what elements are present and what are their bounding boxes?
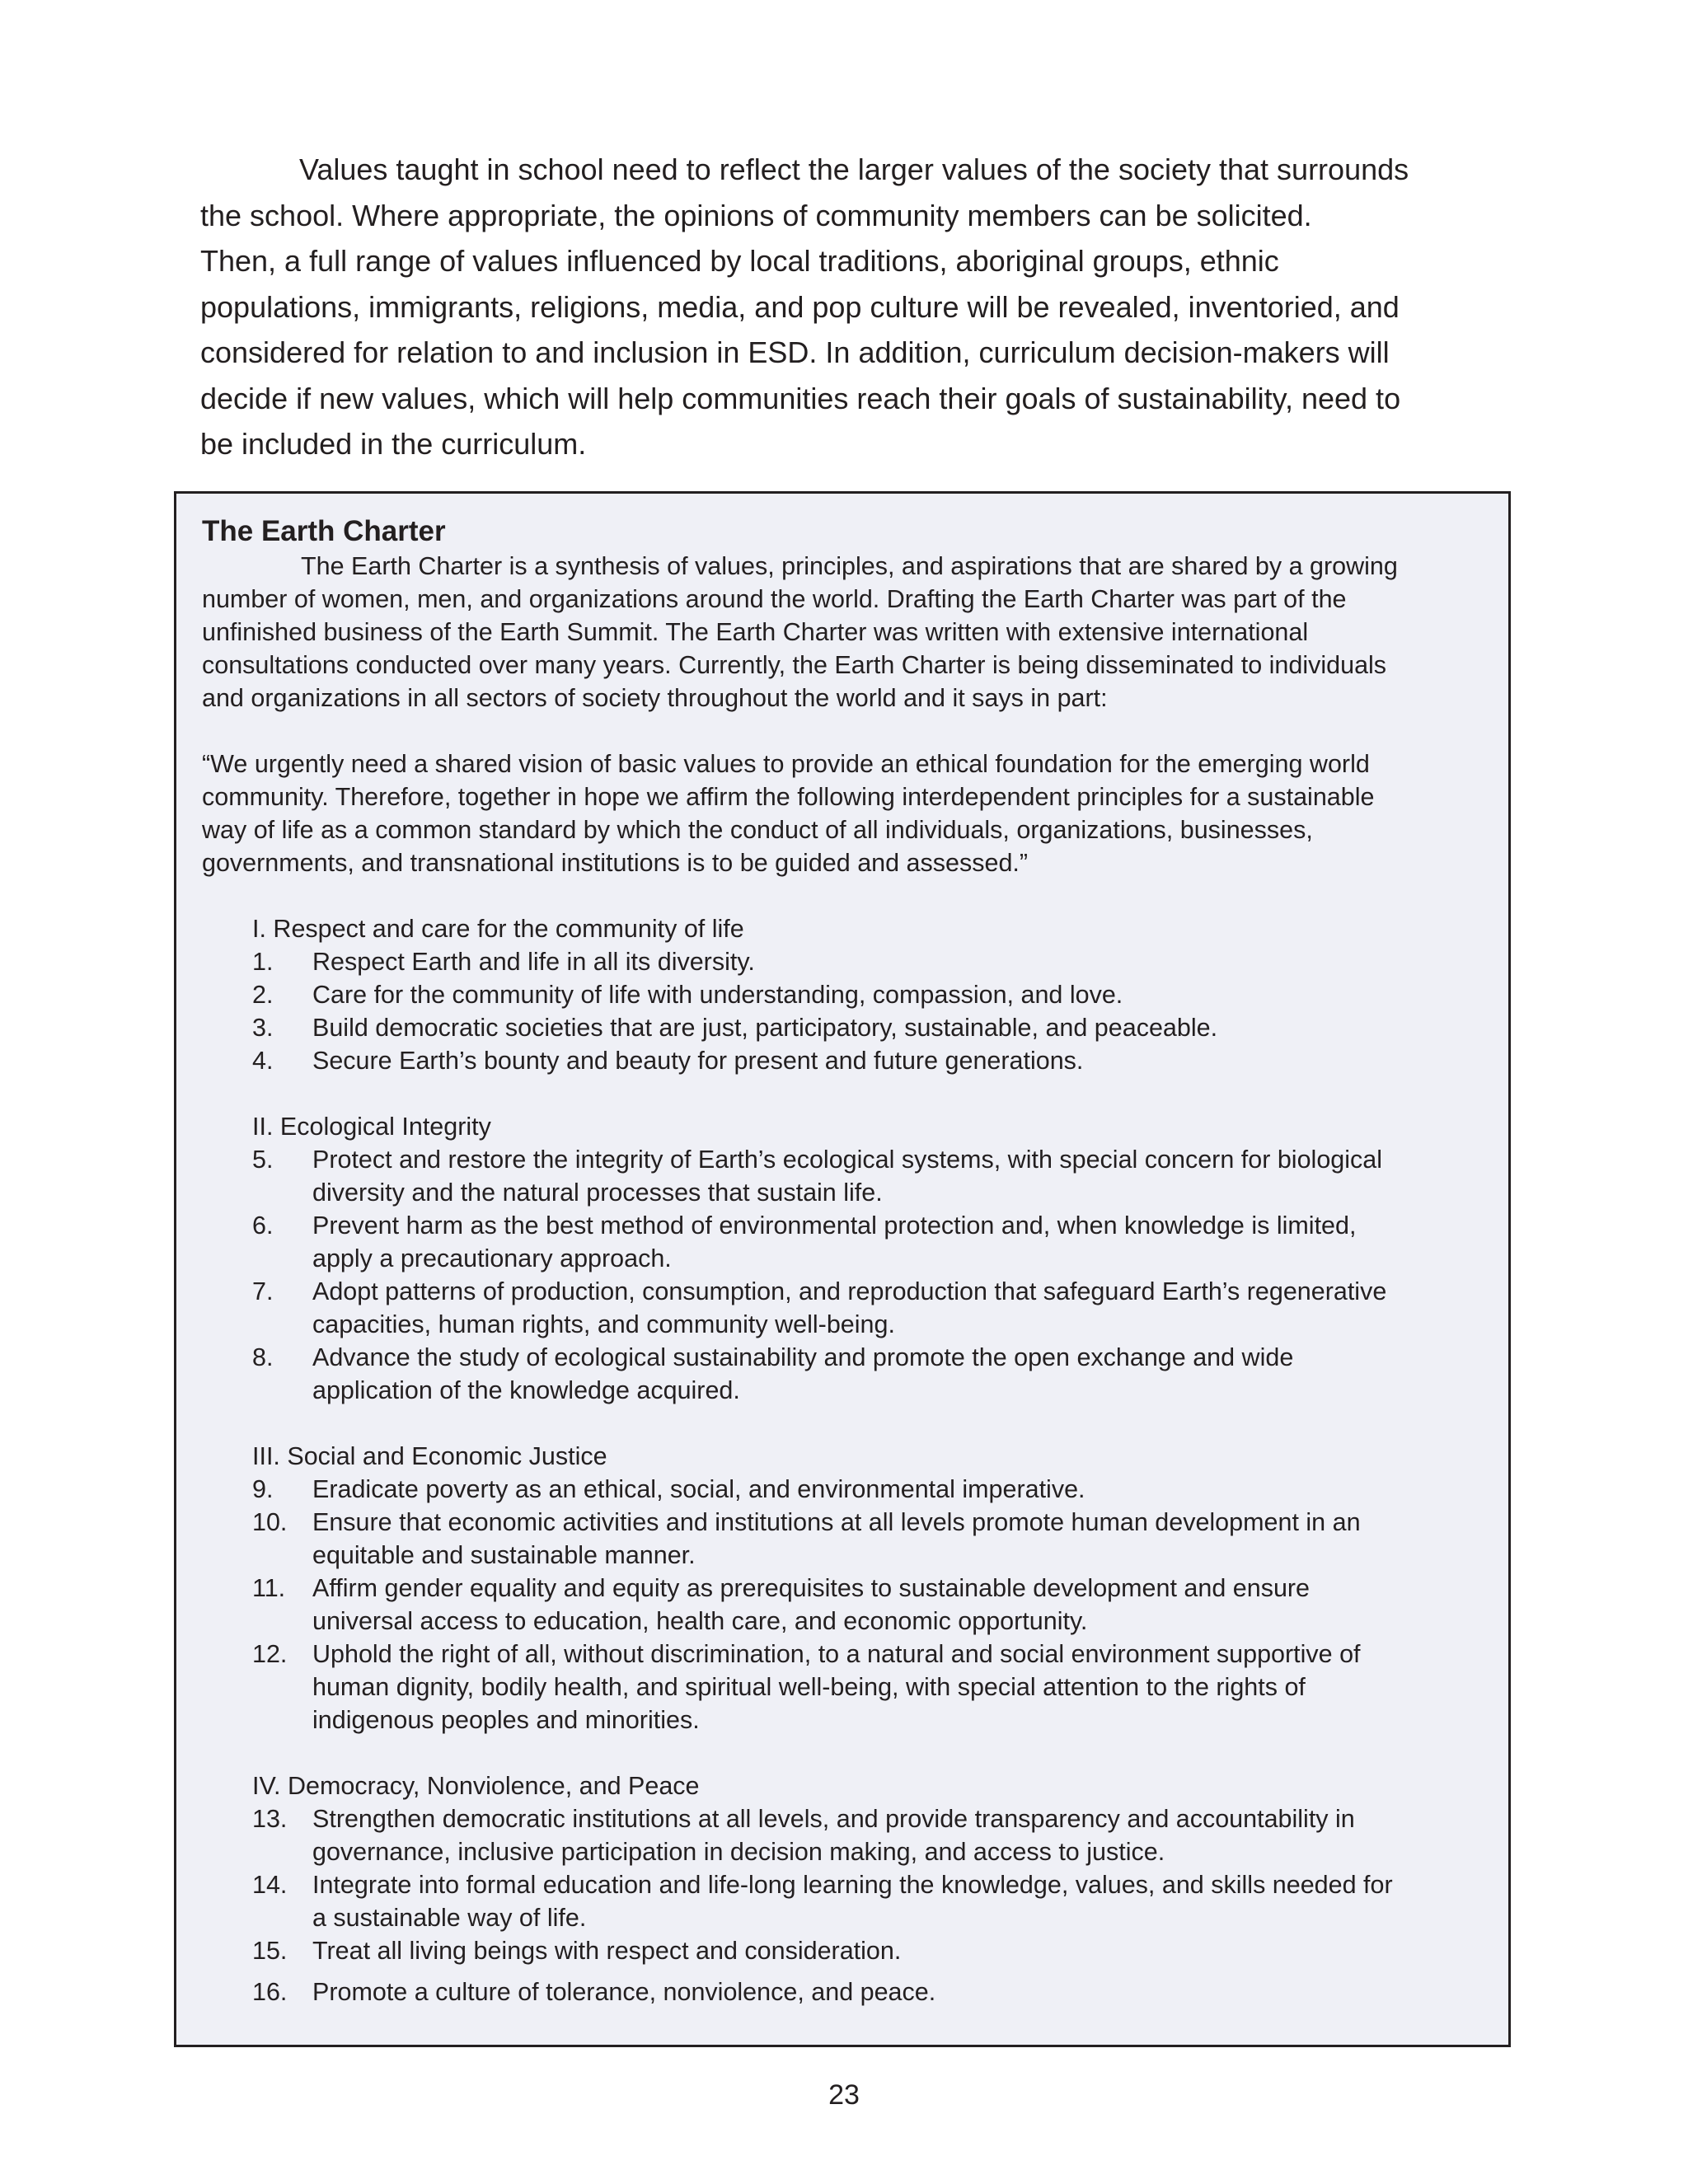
principle-item (202, 1868, 1512, 1934)
principle-text (202, 1975, 1512, 2008)
principle-text (202, 1638, 1512, 1736)
principle-number: 13. (252, 1805, 288, 1833)
quote-line: way of life as a common standard by which the conduct of all individuals, organizations, businesses, (202, 816, 1313, 844)
principle-text-line: Secure Earth’s bounty and beauty for present and future generations. (312, 1047, 1084, 1075)
quote-line: governments, and transnational institutions is to be guided and assessed.” (202, 849, 1029, 877)
principle-text-line: indigenous peoples and minorities. (312, 1706, 700, 1734)
principle-item (202, 1011, 1512, 1044)
principle-item (202, 1341, 1512, 1407)
box-intro-paragraph (202, 550, 1512, 715)
earth-charter-box (174, 491, 1511, 2047)
principle-text-line: equitable and sustainable manner. (312, 1541, 696, 1569)
principle-text (202, 1802, 1512, 1868)
principle-number: 1. (252, 948, 274, 976)
section-heading: II. Ecological Integrity (252, 1113, 491, 1141)
principle-item (202, 1975, 1512, 2008)
quote-line: community. Therefore, together in hope we affirm the following interdependent principles for a sustainable (202, 783, 1375, 811)
principle-text-line: Promote a culture of tolerance, nonviolence, and peace. (312, 1978, 936, 2006)
principle-number: 11. (252, 1574, 286, 1602)
principle-text-line: diversity and the natural processes that sustain life. (312, 1179, 883, 1207)
principle-text-line: Build democratic societies that are just, participatory, sustainable, and peaceable. (312, 1014, 1218, 1042)
intro-line: decide if new values, which will help communities reach their goals of sustainability, need to (200, 381, 1401, 415)
principle-section (202, 912, 1512, 1077)
intro-line: populations, immigrants, religions, media, and pop culture will be revealed, inventoried, and (200, 289, 1400, 324)
principle-item (202, 1572, 1512, 1638)
principle-item (202, 1934, 1512, 1967)
principle-text-line: Strengthen democratic institutions at all levels, and provide transparency and accountability in (312, 1805, 1355, 1833)
principle-section (202, 1110, 1512, 1407)
principle-text-line: Advance the study of ecological sustainability and promote the open exchange and wide (312, 1343, 1294, 1371)
principle-number: 6. (252, 1212, 274, 1240)
principle-text (202, 1868, 1512, 1934)
principle-text-line: universal access to education, health care, and economic opportunity. (312, 1607, 1088, 1635)
box-intro-line: unfinished business of the Earth Summit. The Earth Charter was written with extensive international (202, 618, 1309, 646)
box-intro-line: number of women, men, and organizations around the world. Drafting the Earth Charter was part of the (202, 585, 1347, 613)
intro-paragraph (200, 147, 1519, 467)
intro-line: be included in the curriculum. (200, 427, 587, 461)
intro-line: considered for relation to and inclusion in ESD. In addition, curriculum decision-makers will (200, 335, 1390, 369)
box-intro-line: and organizations in all sectors of society throughout the world and it says in part: (202, 684, 1108, 712)
principle-item (202, 1638, 1512, 1736)
principle-section (202, 1440, 1512, 1736)
box-intro-line: The Earth Charter is a synthesis of values, principles, and aspirations that are shared by a growing (301, 552, 1398, 580)
principle-number: 7. (252, 1277, 274, 1305)
principle-text-line: Treat all living beings with respect and consideration. (312, 1937, 902, 1965)
principle-text-line: Integrate into formal education and life-long learning the knowledge, values, and skills needed for (312, 1871, 1393, 1899)
principle-text-line: Affirm gender equality and equity as prerequisites to sustainable development and ensure (312, 1574, 1311, 1602)
intro-line: the school. Where appropriate, the opinions of community members can be solicited. (200, 198, 1312, 232)
principle-number: 14. (252, 1871, 288, 1899)
principle-text-line: Eradicate poverty as an ethical, social, and environmental imperative. (312, 1475, 1085, 1503)
box-intro-line: consultations conducted over many years. Currently, the Earth Charter is being disseminated to individuals (202, 651, 1387, 679)
principle-item (202, 1473, 1512, 1506)
principle-text-line: Adopt patterns of production, consumption, and reproduction that safeguard Earth’s regenerative (312, 1277, 1387, 1305)
principle-text-line: Uphold the right of all, without discrimination, to a natural and social environment supportive of (312, 1640, 1361, 1668)
principle-text (202, 1934, 1512, 1967)
principle-text-line: Care for the community of life with understanding, compassion, and love. (312, 981, 1123, 1009)
principle-text-line: Prevent harm as the best method of environmental protection and, when knowledge is limited, (312, 1212, 1357, 1240)
principle-text-line: application of the knowledge acquired. (312, 1376, 740, 1404)
principle-text-line: Respect Earth and life in all its diversity. (312, 948, 755, 976)
principle-text-line: a sustainable way of life. (312, 1904, 587, 1932)
section-heading: I. Respect and care for the community of life (252, 915, 744, 943)
principle-text (202, 945, 1512, 978)
intro-line: Then, a full range of values influenced by local traditions, aboriginal groups, ethnic (200, 244, 1279, 278)
section-heading: IV. Democracy, Nonviolence, and Peace (252, 1772, 700, 1800)
principle-item (202, 1044, 1512, 1077)
principles-list (202, 912, 1512, 2008)
principle-text-line: human dignity, bodily health, and spiritual well-being, with special attention to the rights of (312, 1673, 1306, 1701)
principle-number: 9. (252, 1475, 274, 1503)
principle-number: 15. (252, 1937, 288, 1965)
principle-number: 10. (252, 1508, 288, 1536)
principle-number: 16. (252, 1978, 288, 2006)
principle-number: 8. (252, 1343, 274, 1371)
principle-text (202, 1572, 1512, 1638)
charter-quote (202, 748, 1512, 879)
principle-text (202, 1506, 1512, 1572)
quote-line: “We urgently need a shared vision of basic values to provide an ethical foundation for the emerging world (202, 750, 1370, 778)
principle-number: 3. (252, 1014, 274, 1042)
principle-item (202, 978, 1512, 1011)
principle-text-line: capacities, human rights, and community well-being. (312, 1310, 895, 1338)
principle-number: 12. (252, 1640, 288, 1668)
principle-number: 4. (252, 1047, 274, 1075)
principle-text (202, 1341, 1512, 1407)
principle-number: 2. (252, 981, 274, 1009)
page-number: 23 (828, 2079, 860, 2111)
principle-text (202, 1275, 1512, 1341)
principle-text-line: Ensure that economic activities and institutions at all levels promote human development in an (312, 1508, 1361, 1536)
principle-text (202, 1473, 1512, 1506)
principle-text-line: governance, inclusive participation in decision making, and access to justice. (312, 1838, 1165, 1866)
principle-item (202, 1802, 1512, 1868)
earth-charter-content (202, 513, 1512, 2008)
box-title: The Earth Charter (202, 515, 446, 547)
principle-text (202, 1143, 1512, 1209)
principle-item (202, 945, 1512, 978)
principle-text (202, 1011, 1512, 1044)
principle-item (202, 1143, 1512, 1209)
principle-item (202, 1275, 1512, 1341)
principle-number: 5. (252, 1146, 274, 1174)
principle-text (202, 1044, 1512, 1077)
intro-line: Values taught in school need to reflect the larger values of the society that surrounds (299, 152, 1409, 186)
principle-text (202, 978, 1512, 1011)
principle-text (202, 1209, 1512, 1275)
principle-section (202, 1769, 1512, 2008)
section-heading: III. Social and Economic Justice (252, 1442, 607, 1470)
principle-item (202, 1506, 1512, 1572)
principle-text-line: Protect and restore the integrity of Earth’s ecological systems, with special concern for biological (312, 1146, 1383, 1174)
principle-text-line: apply a precautionary approach. (312, 1244, 672, 1272)
principle-item (202, 1209, 1512, 1275)
